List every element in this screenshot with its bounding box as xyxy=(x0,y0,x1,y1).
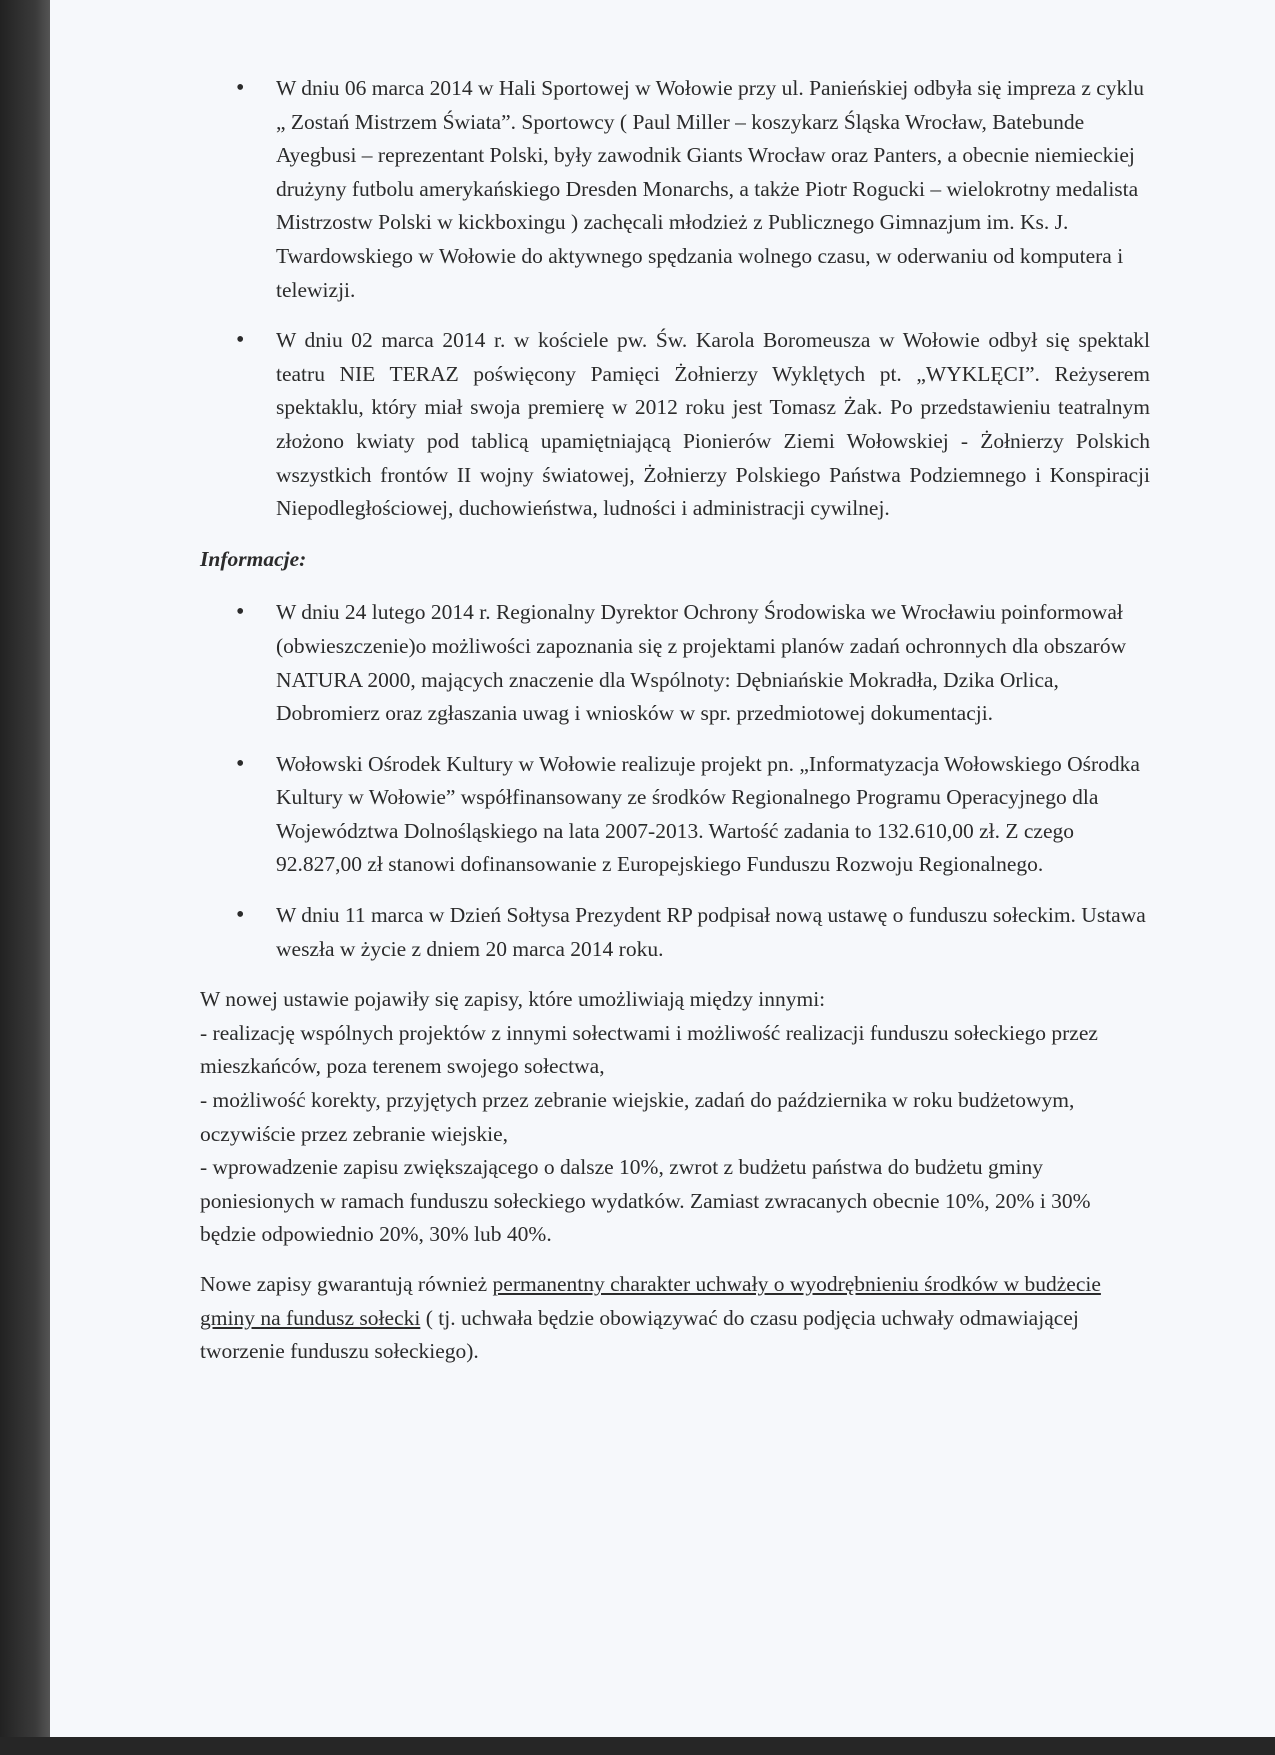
closing-paragraph xyxy=(200,1268,1150,1369)
list-item: • Wołowski Ośrodek Kultury w Wołowie realizuje projekt pn. „Informatyzacja Wołowskiego Ośrodka Kultury w Wołowie” współfinansowany ze środków Regionalnego Programu Operacyjnego dla Województwa Dolnośląskiego na lata 2007-2013. Wartość zadania to 132.610,00 zł. Z czego 92.827,00 zł stanowi dofinansowanie z Europejskiego Funduszu Rozwoju Regionalnego. xyxy=(200,748,1150,882)
closing-text-start: Nowe zapisy gwarantują również xyxy=(200,1272,493,1296)
scan-bottom-edge xyxy=(0,1737,1275,1755)
scan-left-edge xyxy=(0,0,50,1755)
document-content xyxy=(200,72,1150,1369)
closing-underlined-text: permanentny charakter uchwały o wyodrębnieniu środków w budżecie gminy na fundusz sołecki xyxy=(200,1272,1101,1330)
list-item: • W dniu 24 lutego 2014 r. Regionalny Dyrektor Ochrony Środowiska we Wrocławiu poinformował (obwieszczenie)o możliwości zapoznania się z projektami planów zadań ochronnych dla obszarów NATURA 2000, mających znaczenie dla Wspólnoty: Dębniańskie Mokradła, Dzika Orlica, Dobromierz oraz zgłaszania uwag i wniosków w spr. przedmiotowej dokumentacji. xyxy=(200,596,1150,730)
section-heading-informacje: Informacje: xyxy=(200,546,307,571)
informacje-list xyxy=(200,596,1150,966)
closing-text-end: ( tj. uchwała będzie obowiązywać do czasu podjęcia uchwały odmawiającej tworzenie funduszu sołeckiego). xyxy=(200,1305,1079,1364)
list-item: • W dniu 02 marca 2014 r. w kościele pw. Św. Karola Boromeusza w Wołowie odbył się spektakl teatru NIE TERAZ poświęcony Pamięci Żołnierzy Wyklętych pt. „WYKLĘCI”. Reżyserem spektaklu, który miał swoja premierę w 2012 roku jest Tomasz Żak. Po przedstawieniu teatralnym złożono kwiaty pod tablicą upamiętniającą Pionierów Ziemi Wołowskiej - Żołnierzy Polskich wszystkich frontów II wojny światowej, Żołnierzy Polskiego Państwa Podziemnego i Konspiracji Niepodległościowej, duchowieństwa, ludności i administracji cywilnej. xyxy=(200,324,1150,526)
ustawa-paragraph xyxy=(200,983,1150,1252)
ustawa-intro: W nowej ustawie pojawiły się zapisy, które umożliwiają między innymi: xyxy=(200,987,826,1012)
list-item: • W dniu 06 marca 2014 w Hali Sportowej w Wołowie przy ul. Panieńskiej odbyła się impreza z cyklu „ Zostań Mistrzem Świata”. Sportowcy ( Paul Miller – koszykarz Śląska Wrocław, Batebunde Ayegbusi – reprezentant Polski, były zawodnik Giants Wrocław oraz Panters, a obecnie niemieckiej drużyny futbolu amerykańskiego Dresden Monarchs, a także Piotr Rogucki – wielokrotny medalista Mistrzostw Polski w kickboxingu ) zachęcali młodzież z Publicznego Gimnazjum im. Ks. J. Twardowskiego w Wołowie do aktywnego spędzania wolnego czasu, w oderwaniu od komputera i telewizji. xyxy=(200,72,1150,307)
ustawa-item: - wprowadzenie zapisu zwiększającego o dalsze 10%, zwrot z budżetu państwa do budżetu gminy poniesionych w ramach funduszu sołeckiego wydatków. Zamiast zwracanych obecnie 10%, 20% i 30% będzie odpowiednio 20%, 30% lub 40%. xyxy=(200,1155,1091,1247)
list-item: • W dniu 11 marca w Dzień Sołtysa Prezydent RP podpisał nową ustawę o funduszu sołeckim. Ustawa weszła w życie z dniem 20 marca 2014 roku. xyxy=(200,899,1150,966)
ustawa-item: - realizację wspólnych projektów z innymi sołectwami i możliwość realizacji funduszu sołeckiego przez mieszkańców, poza terenem swojego sołectwa, xyxy=(200,1020,1098,1079)
ustawa-item: - możliwość korekty, przyjętych przez zebranie wiejskie, zadań do października w roku budżetowym, oczywiście przez zebranie wiejskie, xyxy=(200,1088,1075,1146)
events-list xyxy=(200,72,1150,526)
